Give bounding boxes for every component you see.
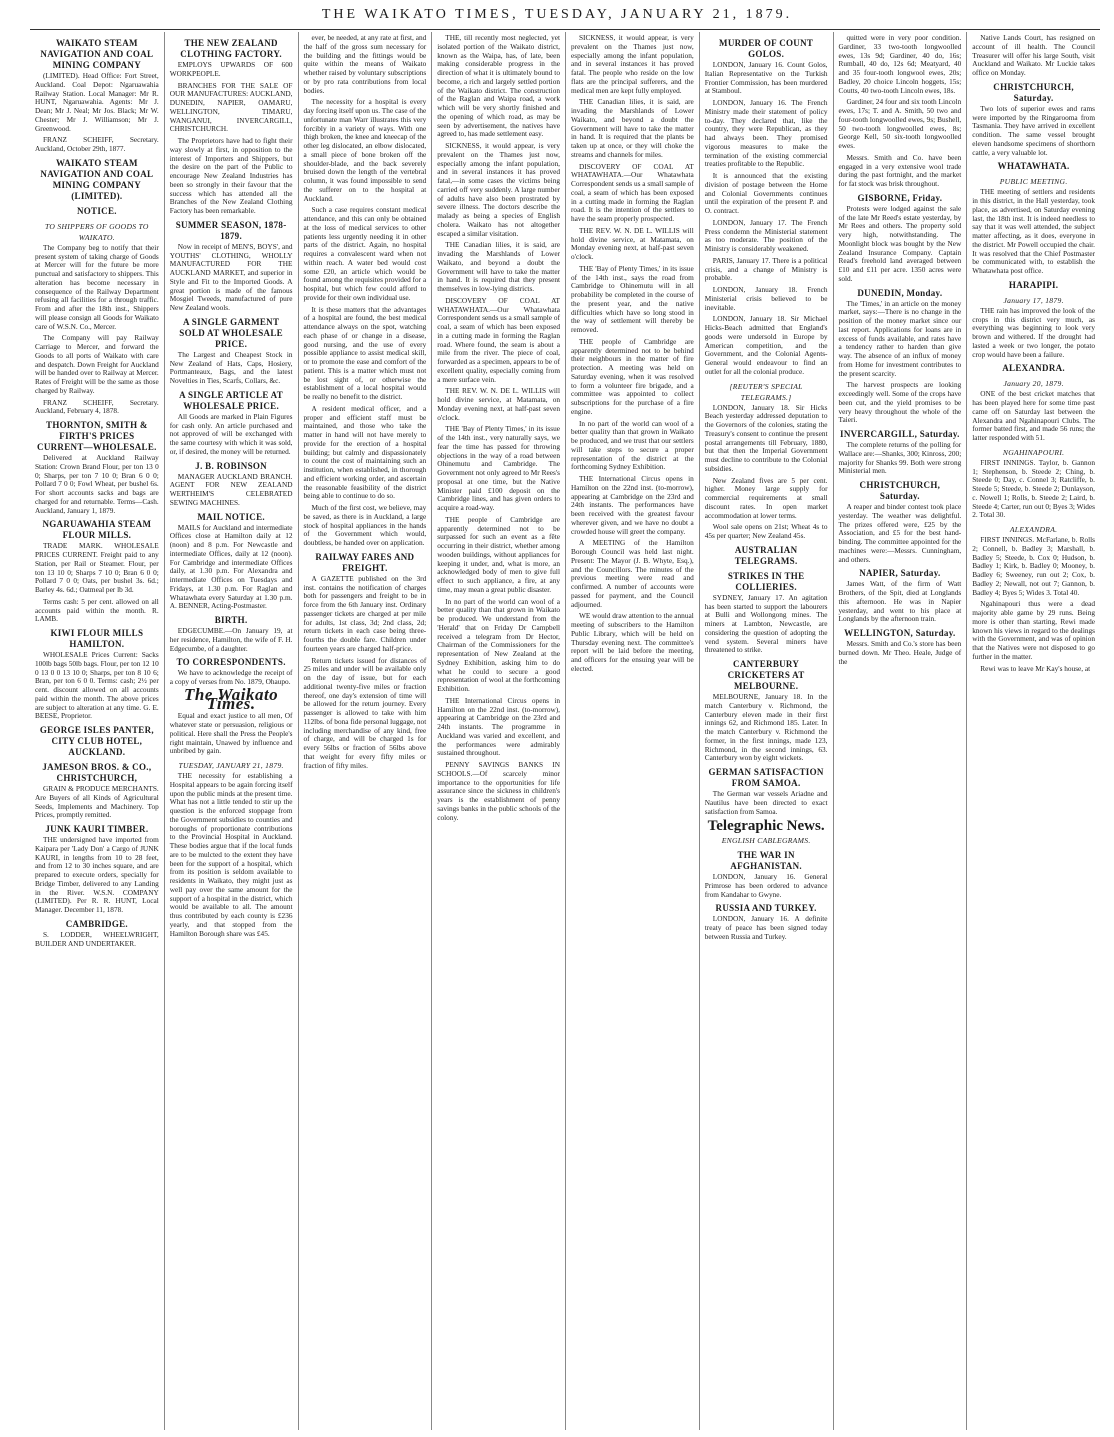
article-paragraph: LONDON, January 16. The French Ministry made their statement of policy to-day. They declared that, like the country, they were Republican, as they had always been. They promised vigorous measures to make the termination of the existing commercial treaties profitable to the Republic.: [704, 98, 828, 169]
article-paragraph: Much of the first cost, we believe, may be saved, as there is in Auckland, a large stock of hospital appliances in the hands of the Government which would, doubtless, be handed over on application.: [303, 503, 427, 547]
article-paragraph: New Zealand fives are 5 per cent. higher. Money large supply for commercial requirements at small discount rates. In open market accommodation at lower terms.: [704, 475, 828, 520]
article-paragraph: THE Canadian lilies, it is said, are invading the Marshlands of Lower Waikato, and beyond a doubt the Government will have to take the matter in hand. It is required that the plants be taken up at once, or they will choke the streams and channels for miles.: [571, 97, 694, 159]
article-paragraph: FIRST INNINGS. McFarlane, b. Rolls 2; Connell, b. Badley 3; Marshall, b. Badley 5; Steede, b. Cox 0; Hudson, b. Badley 1; Kirk, b. Badley 0; Mooney, b. Badley 6; Sweeney, run out 2; Cox, b. Badley 2; Newall, not out 7; Gannon, b. Badley 4; Byes 5; Wides 3. Total 40.: [972, 535, 1095, 597]
article-paragraph: FRANZ SCHEIFF, Secretary. Auckland, October 29th, 1877.: [35, 135, 159, 153]
article-paragraph: LONDON, January 16. A definite treaty of peace has been signed today between Russia and Turkey.: [704, 914, 828, 941]
column-4: [431, 32, 565, 1430]
article-paragraph: ever, be needed, at any rate at first, and the half of the gross sum necessary for the building and the fittings would be quite within the means of Waikato whether raised by voluntary subscriptions or by pro rata contributions from local bodies.: [303, 33, 427, 95]
article-paragraph: A reaper and binder contest took place yesterday. The weather was delightful. The prizes offered were, £25 by the Association, and £5 for the best hand-binding. The committee appointed for the machines were:—Messrs. Cunningham, and others.: [838, 502, 962, 564]
article-paragraph: Now in receipt of MEN'S, BOYS', and YOUTHS' CLOTHING, WHOLLY MANUFACTURED FOR THE AUCKLAND MARKET, and superior in Style and Fit to the Imported Goods. A great portion is made of the famous Mosgiel Tweeds, manufactured of pure New Zealand wools.: [169, 241, 293, 312]
article-paragraph: Equal and exact justice to all men, Of whatever state or persuasion, religious or political. Here shall the Press the People's right maintain, Unawed by influence and unbribed by gain.: [169, 711, 293, 756]
article-heading: BIRTH.: [214, 615, 248, 625]
article-paragraph: Gardiner, 24 four and six tooth Lincoln ewes, 17s; T. and A. Smith, 50 two and four-tooth longwoolled ewes, 9s; Bushell, 50 two-tooth longwoolled ewes, 8s; George Kell, 50 six-tooth longwoolled ewes.: [838, 97, 962, 150]
masthead-rule: [30, 29, 1100, 30]
article-heading: THE NEW ZEALAND CLOTHING FACTORY.: [180, 38, 282, 59]
article-paragraph: The Proprietors have had to fight their way slowly at first, in opposition to the interest of Importers and Shippers, but the desire on the part of the Public to encourage New Zealand Industries has been so strongly in their favour that the success which has attended all the Branches of the New Zealand Clothing Factory has been remarkable.: [169, 136, 293, 215]
article-paragraph: THE REV. W. N. DE L. WILLIS will hold divine service, at Matamata, on Monday evening next, at half-past seven o'clock.: [437, 386, 560, 422]
article-subheading: TO SHIPPERS OF GOODS TO WAIKATO.: [45, 221, 149, 242]
article-paragraph: GRAIN & PRODUCE MERCHANTS. Are Buyers of all Kinds of Agricultural Seeds, Implements and Machinery. Top Prices, promptly remitted.: [35, 784, 159, 820]
article-paragraph: James Watt, of the firm of Watt Brothers, of the Spit, died at Longlands this afternoon. He was in Napier yesterday, and went to his place at Longlands by the afternoon train.: [838, 579, 962, 624]
article-paragraph: LONDON, January 18. French Ministerial crisis believed to be inevitable.: [704, 285, 828, 312]
article-heading: WAIKATO STEAM NAVIGATION AND COAL MINING COMPANY: [40, 38, 154, 70]
article-subheading: ENGLISH CABLEGRAMS.: [721, 836, 811, 845]
article-paragraph: THE necessity for establishing a Hospital appears to be again forcing itself upon the public minds at the present time. What has not a little tended to stir up the question is the enforced stoppage from the Government subsidies to counties and boroughs of proportionate contributions to the Provincial Hospital in Auckland. These bodies argue that if the local funds are to be mulcted to the extent they have been for the support of a hospital, which from its position is seldom available to residents in Waikato, they might just as well pay over the same amount for the support of a hospital in the district, which would be available to all. The amount thus contributed by each county is £236 yearly, and that stopped from the Hamilton Borough share was £45.: [169, 771, 293, 938]
article-paragraph: LONDON, January 16. Count Golos, Italian Representative on the Turkish Frontier Commission, has been murdered at Stamboul.: [704, 60, 828, 96]
article-paragraph: Delivered at Auckland Railway Station: Crown Brand Flour, per ton 13 0 0; Sharps, per ton 7 10 0; Bran 6 0 0; Pollard 7 0 0; Fowl Wheat, per bushel 6s. For short accounts sacks and bags are charged for and returnable. Terms—Cash. Auckland, January 1, 1879.: [35, 453, 159, 515]
article-paragraph: THE meeting of settlers and residents in this district, in the Hall yesterday, took place, as advertised, on Saturday evening last, the 18th inst. It is indeed needless to say that it was well attended, the subject matter affecting, as it does, everyone in the district. Mr Powell occupied the chair. It was resolved that the Chief Postmaster be communicated with, to establish the Whatawhata post office.: [972, 187, 1095, 275]
article-heading: NGARUAWAHIA STEAM FLOUR MILLS.: [42, 519, 152, 541]
article-heading: CHRISTCHURCH, Saturday.: [993, 81, 1074, 103]
article-paragraph: WHOLESALE Prices Current: Sacks 100lb bags 50lb bags. Flour, per ton 12 10 0 13 0 0 13 10 0; Sharps, per ton 8 10 6; Bran, per ton 6 0 0. Terms: cash; 2½ per cent. discount allowed on all accounts paid within the month. The above prices are subject to alteration at any time. G. E. BEESE, Proprietor.: [35, 650, 159, 721]
article-heading: AUSTRALIAN TELEGRAMS.: [734, 544, 798, 566]
article-heading: GEORGE ISLES PANTER, CITY CLUB HOTEL, AUCKLAND.: [39, 725, 154, 757]
article-paragraph: Two lots of superior ewes and rams were imported by the Ringarooma from Tasmania. They have arrived in excellent condition. The same vessel brought eleven handsome specimens of shorthorn cattle, a very valuable lot.: [972, 103, 1095, 157]
article-paragraph: WE would draw attention to the annual meeting of subscribers to the Hamilton Public Library, which will be held on Thursday evening next. The committee's report will be laid before the meeting, and officers for the ensuing year will be elected.: [571, 611, 694, 673]
article-paragraph: THE people of Cambridge are apparently determined not to be surpassed for such an event as a fête occurring in their district, whether among wooden buildings, without appliances for keeping it under, and, what is more, an acknowledged body of men to give full effect to such appliance, a fire, at any time, may mean a great public disaster.: [437, 514, 560, 594]
article-paragraph: A GAZETTE published on the 3rd inst. contains the notification of charges both for passengers and freight to be in force from the 6th January inst. Ordinary passenger tickets are charged at per mile for adults, 1st class, 3d; 2nd class, 2d; return tickets in each case being three-fourths the double fare. Children under fourteen years are charged half-price.: [303, 573, 427, 653]
article-paragraph: THE, till recently most neglected, yet isolated portion of the Waikato district, known as the Waipa, has, of late, been making considerable progress in the direction of what it is ultimately bound to become, a rich and largely settled portion of the Waikato district. The construction of the Raglan and Waipa road, a work which will be very shortly finished and the opening of which road, as may be seen by advertisement, the natives have agreed to, has made settlement easy.: [437, 33, 560, 139]
article-heading: CAMBRIDGE.: [65, 918, 128, 929]
article-paragraph: THE International Circus opens in Hamilton on the 22nd inst. (to-morrow), appearing at Cambridge on the 23rd and 24th instants. The performances have been received with the greatest favour wherever given, and we have no doubt a crowded house will greet the company.: [571, 474, 694, 536]
article-subheading: ALEXANDRA.: [1009, 525, 1058, 534]
article-subheading: NGAHINAPOURI.: [1002, 447, 1065, 457]
column-6: [699, 32, 833, 1430]
article-subheading: PUBLIC MEETING.: [999, 177, 1068, 187]
article-paragraph: SICKNESS, it would appear, is very prevalent on the Thames just now, especially among the infant population, and in several instances it has proved fatal,—in some cases the victims being carried off very suddenly. A large number of adults have also been prostrated by severe illness. The doctors describe the malady as being a species of English cholera. Waikato has not altogether escaped a similar visitation.: [437, 141, 560, 238]
article-paragraph: ONE of the best cricket matches that has been played here for some time past came off on Saturday last between the Alexandra and Ngahinapouri Clubs. The former batted first, and made 56 runs; the latter responded with 51.: [972, 389, 1095, 442]
article-subheading: January 17, 1879.: [1003, 295, 1064, 305]
article-paragraph: THE rain has improved the look of the crops in this district very much, as everything was beginning to look very brown and withered. If the drought had lasted a week or two longer, the potato crop would have been a failure.: [972, 305, 1095, 359]
article-paragraph: quitted were in very poor condition. Gardiner, 33 two-tooth longwoolled ewes, 13s 9d; Gardiner, 40 do, 16s; Rumball, 40 do, 12s 6d; Meatyard, 40 and 35 four-tooth longwool ewes, 20s; Badley, 20 choice Lincoln hoggets, 15s; Coutts, 40 two-tooth Lincoln ewes, 18s.: [838, 33, 962, 95]
article-paragraph: Native Lands Court, has resigned on account of ill health. The Council Treasurer will offer his large South, visit Auckland and Waikato. Mr Luckie takes office on Monday.: [972, 33, 1095, 77]
article-paragraph: DISCOVERY OF COAL AT WHATAWHATA.—Our Whatawhata Correspondent sends us a small sample of coal, a seam of which has been exposed in a cutting made in forming the Raglan road. It is the intention of the settlers to have the seam properly prospected.: [571, 161, 694, 223]
article-paragraph: Such a case requires constant medical attendance, and this can only be obtained at the loss of medical services to other patients less urgently needing it in other parts of the district. Again, no hospital requires a convalescent ward when not within reach. A water bed would cost some £20, an article which would be found among the requisites provided for a hospital, but which few could afford to provide for their own individual use.: [303, 205, 427, 302]
article-paragraph: FRANZ SCHEIFF, Secretary. Auckland, February 4, 1878.: [35, 397, 159, 416]
article-subheading: January 20, 1879.: [1003, 379, 1064, 389]
article-paragraph: THE International Circus opens in Hamilton on the 22nd inst. (to-morrow), appearing at Cambridge on the 23rd and 24th instants. The programme in Auckland was varied and excellent, and the performances were admirably sustained throughout.: [437, 695, 560, 758]
article-paragraph: It is these matters that the advantages of a hospital are found, the best medical attendance always on the spot, watching each phase of or change in a disease, good nursing, and the use of every possible appliance to assist medical skill, or to promote the ease and comfort of the patient. This is a matter which must not be lost sight of, or otherwise the establishment of a local hospital would be really no benefit to the district.: [303, 304, 427, 401]
article-paragraph: SYDNEY, January 17. An agitation has been started to support the labourers at Bulli and Wollongong mines. The miners at Lambton, Newcastle, are considering the question of adopting the vend system. Several miners have threatened to strike.: [704, 592, 828, 655]
article-heading: KIWI FLOUR MILLS HAMILTON.: [50, 628, 144, 649]
article-paragraph: EMPLOYS UPWARDS OF 600 WORKPEOPLE.: [169, 60, 293, 78]
article-paragraph: FIRST INNINGS. Taylor, b. Gannon 1; Stephenson, b. Steede 2; Ching, b. Steede 0; Day, c. Connel 3; Ratcliffe, b. Steede 5; Steede, b. Steede 2; Dunlayson, c. Nowell 1; Rolls, b. Steede 2; Laird, b. Steede 4; Carter, run out 0; Byes 3; Wides 2. Total 30.: [972, 457, 1095, 520]
article-paragraph: Protests were lodged against the sale of the late Mr Reed's estate yesterday, by Mr Rees and others. The property sold very high, notwithstanding. The Moonlight block was bought by the New Zealand Insurance Company. Captain Read's freehold land averaged between £10 and £11 per acre. 1350 acres were sold.: [838, 203, 962, 283]
article-paragraph: PENNY SAVINGS BANKS IN SCHOOLS.—Of scarcely minor importance to the opportunities for life assurance since the sickness in children's years is the establishment of penny savings banks in the public schools of the colony.: [437, 760, 560, 822]
article-paragraph: The 'Times,' in an article on the money market, says:—There is no change in the position of the money market since our last report. Applications for loans are in excess of funds available, and rates have a tendency rather to harden than give way. The absence of an influx of money from Home for investment contributes to the present scarcity.: [838, 298, 962, 378]
article-heading: RAILWAY FARES AND FREIGHT.: [315, 551, 415, 573]
article-paragraph: The complete returns of the polling for Wallace are:—Shanks, 300; Kinross, 200; majority for Shanks 99. Both were strong Ministerial men.: [838, 440, 962, 476]
article-paragraph: The harvest prospects are looking exceedingly well. Some of the crops have been cut, and the yield promises to be very heavy throughout the whole of the Taieri.: [838, 380, 962, 425]
article-subheading: TUESDAY, JANUARY 21, 1879.: [178, 761, 284, 770]
article-heading: WAIKATO STEAM NAVIGATION AND COAL MINING COMPANY (LIMITED).: [40, 157, 154, 201]
article-paragraph: EDGECUMBE.—On January 19, at her residence, Hamilton, the wife of F. H. Edgecumbe, of a daughter.: [169, 626, 293, 653]
article-paragraph: THE 'Bay of Plenty Times,' in its issue of the 14th inst., says the road from Cambridge to Ohinemutu will in all probability be completed in the course of the present year, and the native difficulties which have so long stood in the way of settlement will thereby be removed.: [571, 263, 694, 334]
article-paragraph: LONDON, January 16. General Primrose has been ordered to advance from Kandahar to Gwyne.: [704, 872, 828, 899]
article-paragraph: It is announced that the existing division of postage between the Home and Colonial Governments continues until the expiration of the present P. and O. contract.: [704, 171, 828, 215]
masthead-title: THE WAIKATO TIMES, TUESDAY, JANUARY 21, 1879.: [321, 7, 793, 22]
article-paragraph: Return tickets issued for distances of 25 miles and under will be available only on the day of issue, but for each additional twenty-five miles or fraction thereof, one day's extension of time will be allowed for the return journey. Every passenger is allowed to take with him 112lbs. of bona fide personal luggage, not including merchandise of any kind, free of charge, and will be charged 1s for every 56lbs or fraction of 56lbs above that weight for every fifty miles or fraction of fifty miles.: [303, 655, 427, 770]
article-heading: MAIL NOTICE.: [197, 511, 265, 522]
article-heading: DUNEDIN, Monday.: [857, 287, 943, 298]
article-subheading: [REUTER'S SPECIAL TELEGRAMS.]: [729, 381, 803, 402]
article-heading: WELLINGTON, Saturday.: [844, 628, 956, 638]
editorial-masthead: The Waikato Times.: [184, 684, 279, 713]
article-paragraph: Terms cash: 5 per cent. allowed on all accounts paid within the month. R. LAMB.: [35, 596, 159, 624]
article-heading: HARAPIPI.: [1008, 279, 1059, 290]
article-paragraph: The necessity for a hospital is every day forcing itself upon us. The case of the unfortunate man Warr illustrates this very forcibly in a variety of ways. With one thigh broken, the knee and kneecap of the other leg dislocated, an elbow dislocated, a small piece of bone broken off the shoulder-blade, and the back severely bruised down the length of the vertebral column, it was found impossible to send the sufferer on to the hospital at Auckland.: [303, 97, 427, 203]
article-heading: JAMESON BROS. & CO., CHRISTCHURCH,: [42, 762, 152, 783]
newspaper-page: [30, 32, 1100, 1430]
article-heading: NAPIER, Saturday.: [859, 568, 941, 579]
article-heading: A SINGLE ARTICLE AT WHOLESALE PRICE.: [179, 389, 284, 411]
section-heading: Telegraphic News.: [707, 818, 825, 835]
article-heading: MURDER OF COUNT GOLOS.: [719, 38, 814, 59]
article-paragraph: THE REV. W. N. DE L. WILLIS will hold divine service, at Matamata, on Monday evening next, at half-past seven o'clock.: [571, 225, 694, 261]
article-paragraph: THE 'Bay of Plenty Times,' in its issue of the 14th inst., very naturally says, we fear the time has passed for throwing objections in the way of a road between Ohinemutu and Cambridge. The Government not only agreed to Mr Rees's proposal at one time, but the Native Minister paid £100 deposit on the Cambridge lines, and has given orders to acquire a road-way.: [437, 424, 560, 512]
article-heading: GISBORNE, Friday.: [857, 192, 943, 203]
article-paragraph: S. LODDER, WHEELWRIGHT, BUILDER AND UNDERTAKER.: [35, 929, 159, 948]
article-paragraph: PARIS, January 17. There is a political crisis, and a change of Ministry is probable.: [704, 255, 828, 283]
article-heading: SUMMER SEASON, 1878-1879.: [175, 219, 287, 241]
article-heading: STRIKES IN THE COLLIERIES.: [727, 570, 805, 592]
article-paragraph: The Company will pay Railway Carriage to Mercer, and forward the Goods to all ports of Waikato with care and despatch. Down Freight for Auckland will be handed over to Railway at Mercer. Rates of Freight will be the same as those charged by Railway.: [35, 333, 159, 395]
article-paragraph: In no part of the world can wool of a better quality than that grown in Waikato be produced, and we trust that our settlers will take steps to secure a proper representation of the district at the forthcoming Sydney Exhibition.: [571, 418, 694, 472]
article-heading: WHATAWHATA.: [997, 161, 1070, 172]
article-paragraph: Messrs. Smith and Co.'s store has been burned down. Mr Theo. Heale, Judge of the: [838, 639, 962, 666]
article-heading: ALEXANDRA.: [1002, 363, 1065, 374]
article-heading: JUNK KAURI TIMBER.: [45, 824, 149, 834]
article-paragraph: The German war vessels Ariadne and Nautilus have been directed to exact satisfaction from Samoa.: [704, 789, 828, 816]
article-paragraph: Messrs. Smith and Co. have been engaged in a very extensive wool trade during the past fortnight, and the market for fat stock was brisk throughout.: [838, 152, 962, 188]
article-paragraph: LONDON, January 18. Sir Hicks Beach yesterday addressed deputation to the Governors of the colonies, stating the Treasury's consent to continue the present postal arrangements till February, 1880, but that then the Imperial Government must decline to contribute to the Colonial subsidies.: [704, 402, 828, 473]
article-paragraph: Rewi was to leave Mr Kay's house, at: [980, 663, 1091, 673]
article-heading: GERMAN SATISFACTION FROM SAMOA.: [708, 767, 824, 788]
article-heading: THORNTON, SMITH & FIRTH'S PRICES CURRENT—WHOLESALE.: [37, 420, 157, 452]
article-heading: TO CORRESPONDENTS.: [176, 657, 286, 668]
article-heading: A SINGLE GARMENT SOLD AT WHOLESALE PRICE.: [179, 316, 283, 349]
article-paragraph: BRANCHES FOR THE SALE OF OUR MANUFACTURES: AUCKLAND, DUNEDIN, NAPIER, OAMARU, WELLINGTON, TIMARU, WANGANUI, INVERCARGILL, CHRISTCHURCH.: [169, 80, 293, 134]
article-paragraph: Ngahinapouri thus were a dead majority able game by 29 runs. Being more is other than starting, Rewi made known his views in regard to the dealings with the Government, and was of opinion that the Natives were not disposed to go further in the matter.: [972, 599, 1095, 661]
column-8: [966, 32, 1100, 1430]
article-paragraph: DISCOVERY OF COAL AT WHATAWHATA.—Our Whatawhata Correspondent sends us a small sample of coal, a seam of which has been exposed in a cutting made in forming the Raglan road. Where found, the seam is about a mile from the river. The piece of coal, forwarded as a specimen, appears to be of excellent quality, especially coming from a mere surface vein.: [437, 295, 560, 384]
article-paragraph: Wool sale opens on 21st; Wheat 4s to 45s per quarter; New Zealand 45s.: [704, 522, 828, 540]
article-paragraph: In no part of the world can wool of a better quality than that grown in Waikato be produced. We understand from the 'Herald' that on Friday Dr Campbell received a telegram from Dr Hector, Chairman of the Commissioners for the representation of New Zealand at the Sydney Exhibition, asking him to do what he could to secure a good representation of wool at the forthcoming Exhibition.: [437, 596, 560, 693]
article-heading: NOTICE.: [76, 205, 117, 216]
column-2: [164, 32, 298, 1430]
article-heading: J. B. ROBINSON: [195, 460, 267, 471]
masthead: [0, 0, 1114, 30]
article-heading: RUSSIA AND TURKEY.: [715, 903, 817, 914]
column-5: [565, 32, 699, 1430]
article-paragraph: All Goods are marked in Plain Figures for cash only. An article purchased and not approved of will be exchanged with the same courtesy with which it was sold, or, if desired, the money will be returned.: [169, 411, 293, 456]
article-paragraph: We have to acknowledge the receipt of a copy of verses from No. 1879, Ohaupo.: [169, 668, 293, 686]
article-paragraph: The Company beg to notify that their present system of taking charge of Goods at Mercer will for the future be more punctual and satisfactory to shippers. This alteration has become necessary in consequence of the Railway Department refusing all facilities for a through traffic. From and after the 18th inst., Shippers will please consign all Goods for Waikato care of W.S.N. Co., Mercer.: [35, 242, 159, 331]
article-paragraph: THE undersigned have imported from Kaipara per 'Lady Don' a Cargo of JUNK KAURI, in lengths from 10 to 28 feet, and from 12 to 30 inches square, and are prepared to execute orders, specially for Bridge Timber, delivered to any Landing in the River. W.S.N. COMPANY (LIMITED). Per R. R. HUNT, Local Manager. December 11, 1878.: [35, 835, 159, 914]
article-paragraph: The Largest and Cheapest Stock in New Zealand of Hats, Caps, Hosiery, Portmanteaux, Bags, and the latest Novelties in Ties, Scarfs, Collars, &c.: [169, 349, 293, 385]
article-paragraph: MELBOURNE, January 18. In the match Canterbury v. Richmond, the Canterbury eleven made in their first innings 62, and Richmond 185. Later. In the match Canterbury v. Richmond the former, in the first innings, made 123, Richmond, in the second innings, 63. Canterbury won by eight wickets.: [704, 692, 828, 763]
article-paragraph: THE people of Cambridge are apparently determined not to be behind their neighbours in the matter of fire protection. A meeting was held on Saturday evening, when it was resolved to form a volunteer fire brigade, and a committee was appointed to collect subscriptions for the purchase of a fire engine.: [571, 336, 694, 416]
article-heading: CHRISTCHURCH, Saturday.: [859, 480, 941, 501]
article-paragraph: SICKNESS, it would appear, is very prevalent on the Thames just now, especially among the infant population, and in several instances it has proved fatal. The people who reside on the low flats are the principal sufferers, and the medical men are kept fully employed.: [571, 33, 694, 95]
article-paragraph: A resident medical officer, and a proper and efficient staff must be maintained, and those who take the matter in hand will not have merely to provide for the erection of a hospital building; but calmly and dispassionately to count the cost of maintaining such an institution, when established, in thorough and efficient working order, and ascertain the reasonable feasibility of the district being able to continue to do so.: [303, 403, 427, 501]
article-paragraph: THE Canadian lilies, it is said, are invading the Marshlands of Lower Waikato, and beyond a doubt the Government will have to take the matter in hand. It is required that they present themselves in low-lying districts.: [437, 240, 560, 293]
article-heading: INVERCARGILL, Saturday.: [840, 429, 960, 439]
article-heading: CANTERBURY CRICKETERS AT MELBOURNE.: [727, 659, 805, 691]
column-3: [298, 32, 432, 1430]
article-paragraph: MANAGER AUCKLAND BRANCH. AGENT FOR NEW ZEALAND WERTHEIM'S CELEBRATED SEWING MACHINES.: [169, 471, 293, 507]
article-paragraph: MAILS for Auckland and intermediate Offices close at Hamilton daily at 12 (noon) and 8 p.m. For Newcastle and intermediate Offices, daily at 12 (noon). For Cambridge and intermediate Offices daily, at 1.30 p.m. For Alexandra and intermediate Offices on Tuesdays and Fridays, at 1.30 p.m. For Raglan and Whatawhata every Saturday at 1.30 p.m. A. BENNER, Acting-Postmaster.: [169, 522, 293, 611]
column-1: [30, 32, 164, 1430]
article-paragraph: (LIMITED). Head Office: Fort Street, Auckland. Coal Depot: Ngaruawahia Railway Station. Local Manager: Mr R. HUNT, Ngaruawahia. Agents: Mr J. Dean; Mr J. Neal; Mr Jos. Black; Mr W. Chester; Mr J. Williamson; Mr J. Greenwood.: [35, 71, 159, 133]
article-paragraph: TRADE MARK. WHOLESALE PRICES CURRENT. Freight paid to any Station, per Rail or Steamer. Flour, per ton 13 10 0; Sharps 7 10 0; Bran 6 0 0; Pollard 7 0 0; Oats, per bushel 3s. 6d.; Barley 4s. 6d.; Oatmeal per lb 3d.: [35, 541, 159, 594]
article-heading: THE WAR IN AFGHANISTAN.: [730, 850, 802, 871]
column-7: [833, 32, 967, 1430]
article-paragraph: A MEETING of the Hamilton Borough Council was held last night. Present: The Mayor (J. B. Whyte, Esq.), and the Councillors. The minutes of the previous meeting were read and confirmed. A number of accounts were passed for payment, and the Council adjourned.: [571, 538, 694, 609]
article-paragraph: LONDON, January 17. The French Press condemn the Ministerial statement as too moderate. The position of the Ministry is considerably weakened.: [704, 217, 828, 253]
article-paragraph: LONDON, January 18. Sir Michael Hicks-Beach admitted that England's goods were undersold in Europe by American competition, and the Government, and the Colonial Agents-General would endeavour to find an outlet for all the colonial produce.: [704, 314, 828, 376]
